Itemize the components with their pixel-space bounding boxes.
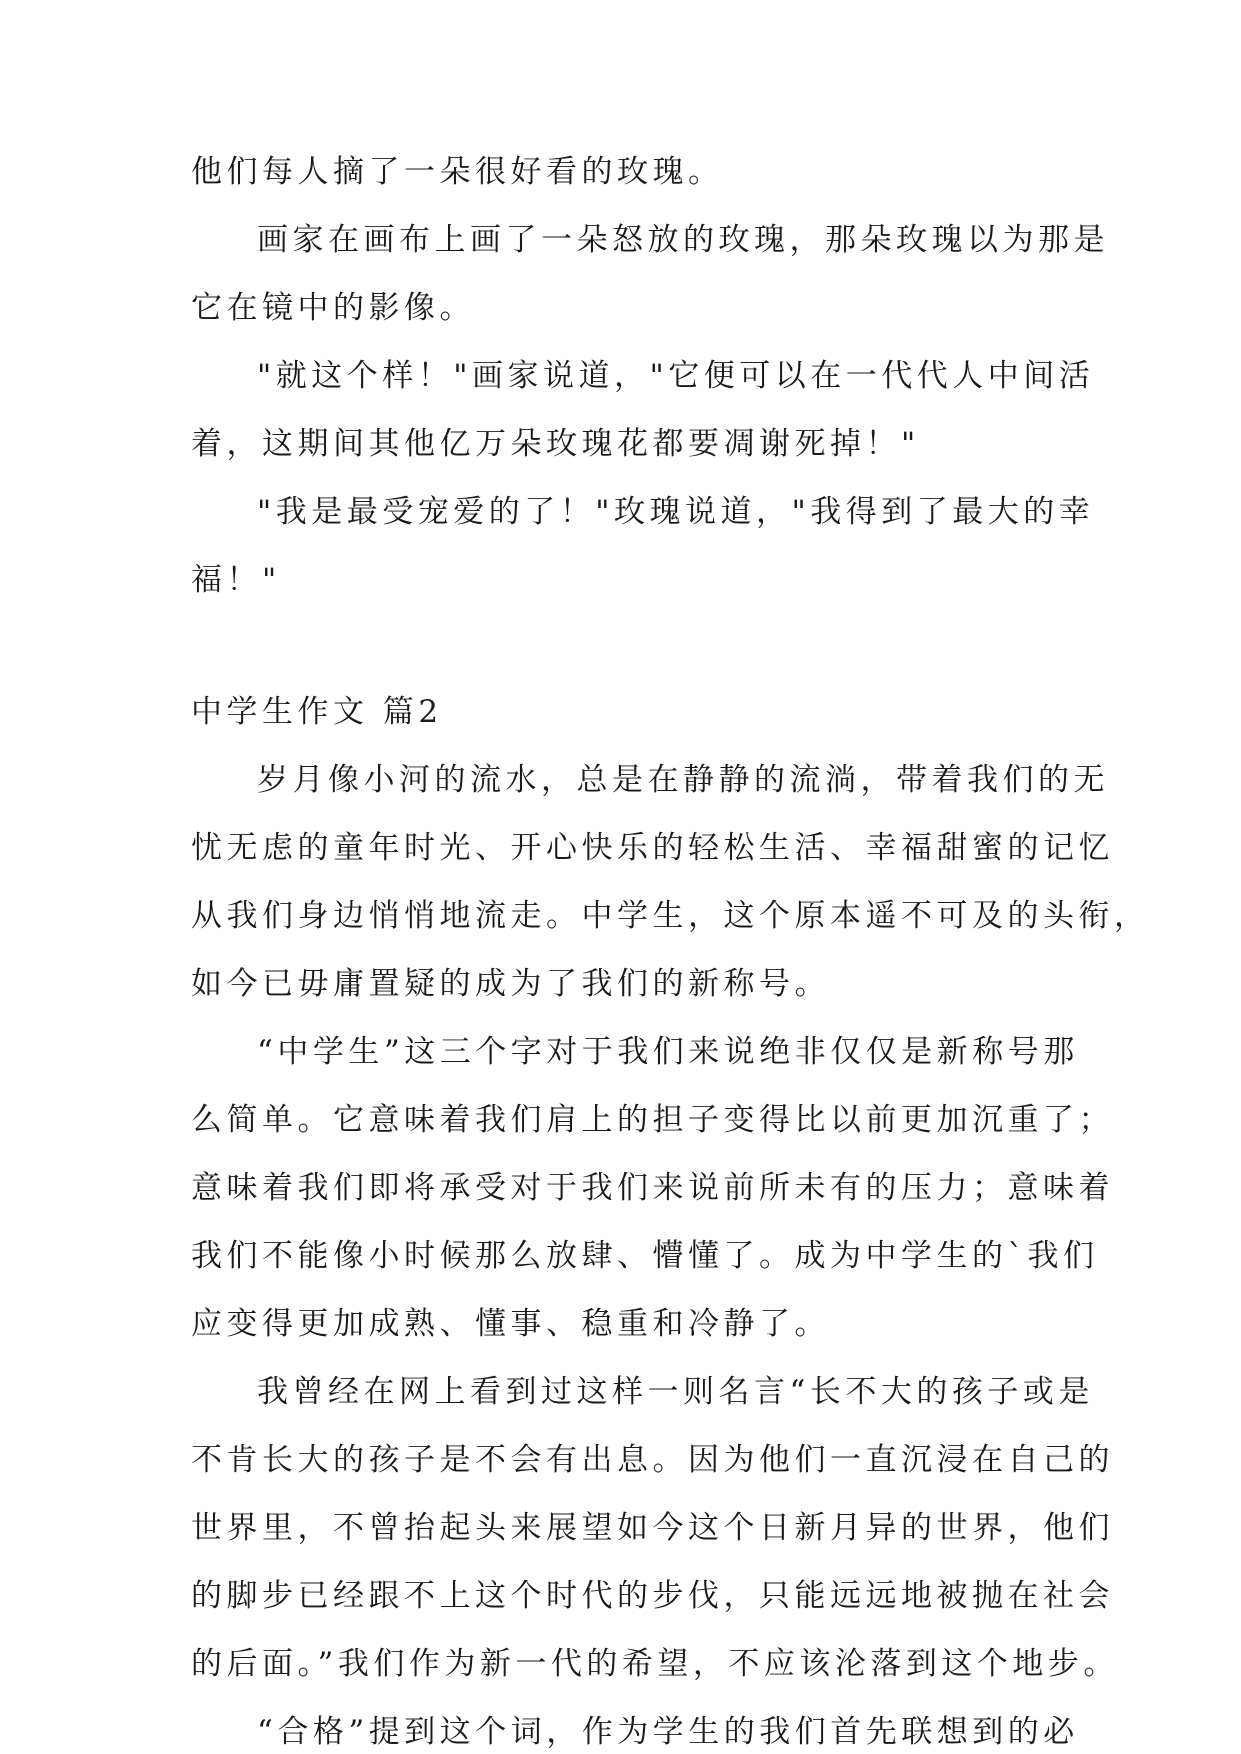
paragraph-start: "就这个样！"画家说道，"它便可以在一代代人中间活 — [257, 358, 1095, 394]
text-line: 福！" — [191, 562, 281, 598]
text-line: 他们每人摘了一朵很好看的玫瑰。 — [191, 154, 724, 190]
text-line: 么简单。它意味着我们肩上的担子变得比以前更加沉重了； — [191, 1102, 1114, 1138]
section-heading: 中学生作文 篇2 — [191, 694, 443, 730]
text-line: 应变得更加成熟、懂事、稳重和冷静了。 — [191, 1306, 830, 1342]
text-line: 世界里，不曾抬起头来展望如今这个日新月异的世界，他们 — [191, 1510, 1114, 1546]
text-line: 如今已毋庸置疑的成为了我们的新称号。 — [191, 966, 830, 1002]
text-line: 不肯长大的孩子是不会有出息。因为他们一直沉浸在自己的 — [191, 1442, 1114, 1478]
paragraph-start: 岁月像小河的流水，总是在静静的流淌，带着我们的无 — [257, 762, 1109, 798]
text-line: 它在镜中的影像。 — [191, 290, 475, 326]
text-line: 忧无虑的童年时光、开心快乐的轻松生活、幸福甜蜜的记忆 — [191, 830, 1114, 866]
text-line: 意味着我们即将承受对于我们来说前所未有的压力；意味着 — [191, 1170, 1114, 1206]
text-line: 我们不能像小时候那么放肆、懵懂了。成为中学生的`我们 — [191, 1238, 1099, 1274]
paragraph-start: “中学生”这三个字对于我们来说绝非仅仅是新称号那 — [257, 1034, 1079, 1070]
document-page — [191, 152, 1150, 1752]
paragraph-start: “合格”提到这个词，作为学生的我们首先联想到的必 — [257, 1714, 1079, 1750]
text-line: 从我们身边悄悄地流走。中学生，这个原本遥不可及的头衔， — [191, 898, 1150, 934]
text-line: 的后面。”我们作为新一代的希望，不应该沦落到这个地步。 — [191, 1646, 1119, 1682]
paragraph-start: "我是最受宠爱的了！"玫瑰说道，"我得到了最大的幸 — [257, 494, 1095, 530]
text-line: 的脚步已经跟不上这个时代的步伐，只能远远地被抛在社会 — [191, 1578, 1114, 1614]
paragraph-start: 我曾经在网上看到过这样一则名言“长不大的孩子或是 — [257, 1374, 1094, 1410]
text-line: 着，这期间其他亿万朵玫瑰花都要凋谢死掉！" — [191, 426, 920, 462]
paragraph-start: 画家在画布上画了一朵怒放的玫瑰，那朵玫瑰以为那是 — [257, 222, 1109, 258]
